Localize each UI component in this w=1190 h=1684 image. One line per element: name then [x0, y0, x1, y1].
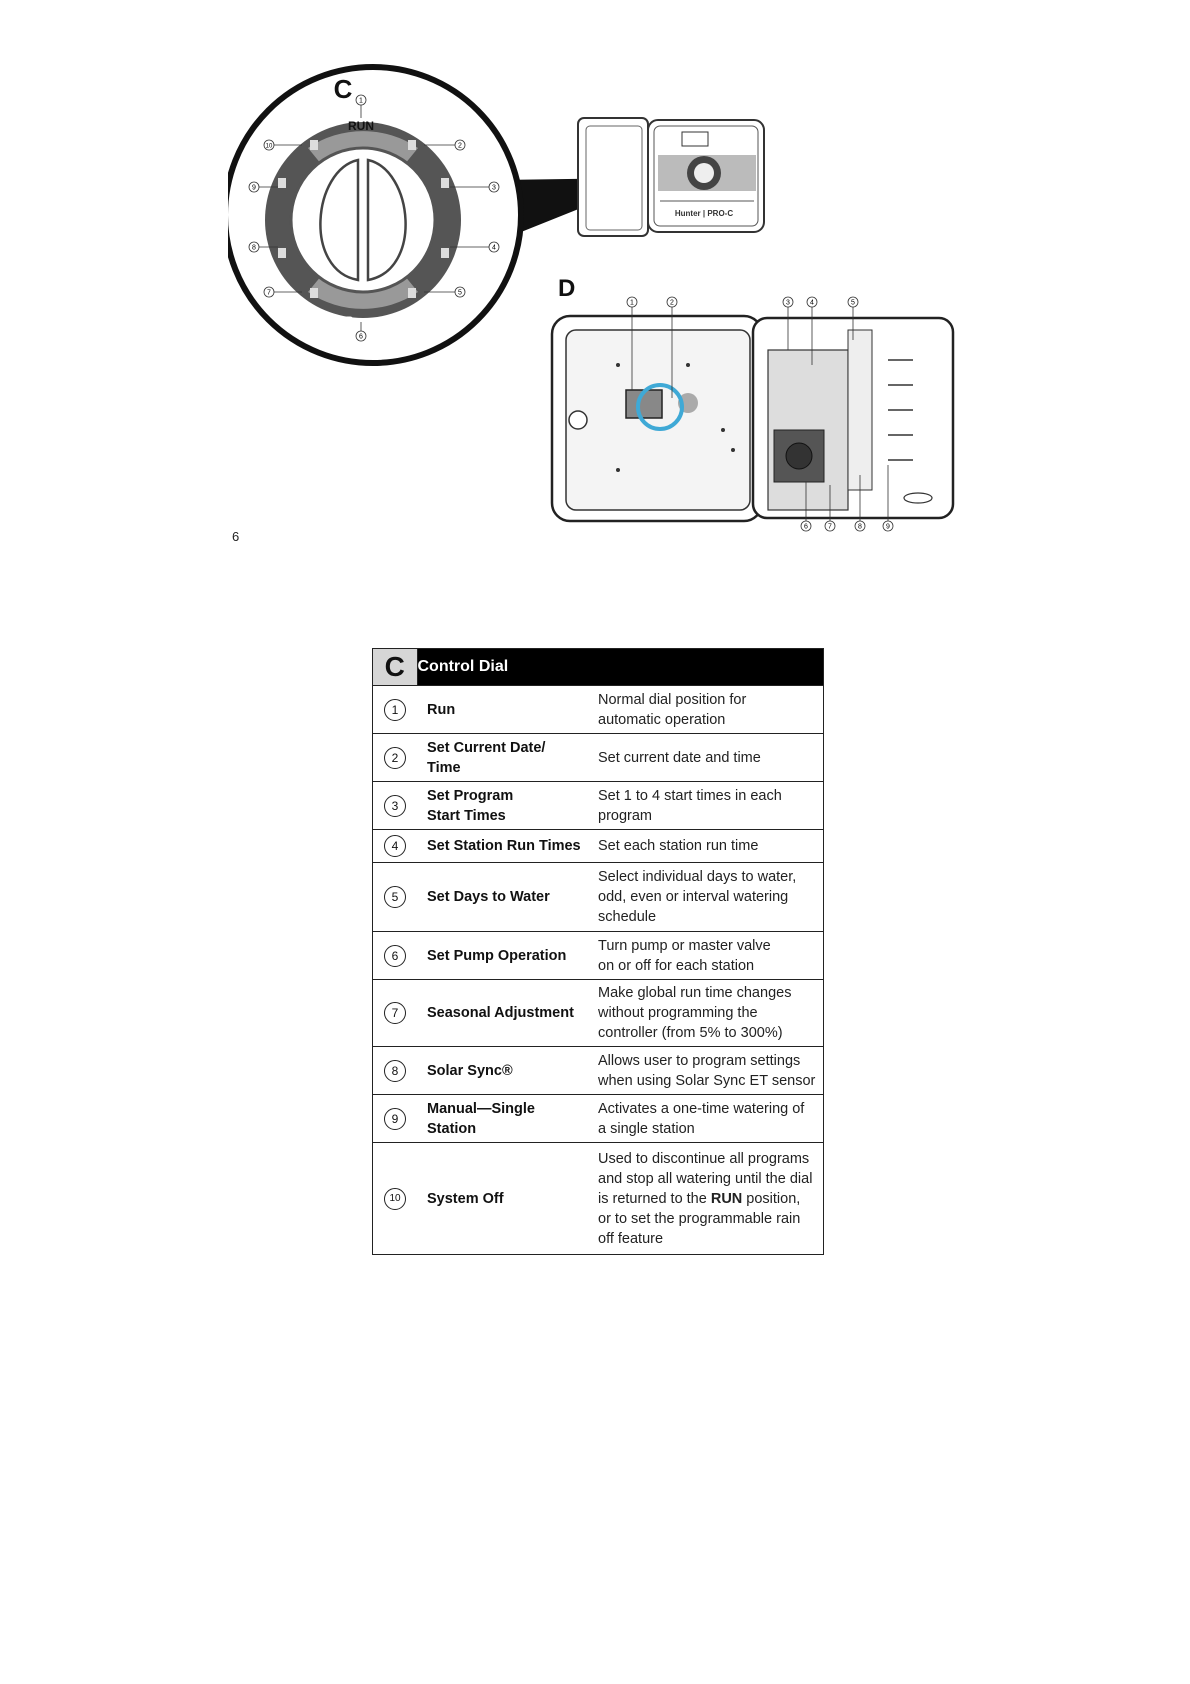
row-description-part: position, or to set the programmable rain off feature [598, 1190, 801, 1247]
row-name: System Off [417, 1143, 598, 1255]
callout-c-4: 4 [492, 244, 496, 252]
callout-c-5: 5 [458, 289, 462, 297]
control-dial-table [372, 648, 824, 1255]
callout-c-1: 1 [359, 97, 363, 105]
table-row [373, 1095, 824, 1143]
row-name: Run [417, 686, 598, 734]
figure-d-controller-interior [548, 270, 968, 540]
callout-c-2: 2 [458, 142, 462, 150]
number-badge: 1 [384, 699, 406, 721]
row-description [598, 1143, 824, 1255]
table-row [373, 1047, 824, 1095]
dial-run-label: RUN [348, 119, 374, 133]
table-letter: C [373, 649, 418, 686]
number-badge: 10 [384, 1188, 406, 1210]
callout-d-4: 4 [810, 299, 814, 307]
table-row [373, 932, 824, 980]
row-description: Set current date and time [598, 734, 824, 782]
row-name: Solar Sync® [417, 1047, 598, 1095]
callout-c-6: 6 [359, 333, 363, 341]
number-badge: 4 [384, 835, 406, 857]
callout-c-9: 9 [252, 184, 256, 192]
row-name: Set Pump Operation [417, 932, 598, 980]
table-row [373, 782, 824, 830]
table-title: Control Dial [417, 649, 824, 686]
controller-brand-label: Hunter | PRO-C [674, 209, 734, 218]
number-badge: 2 [384, 747, 406, 769]
number-badge: 6 [384, 945, 406, 967]
row-description: Set 1 to 4 start times in each program [598, 782, 824, 830]
controller-illustration [578, 118, 764, 236]
row-description: Turn pump or master valve on or off for each station [598, 932, 824, 980]
number-badge: 8 [384, 1060, 406, 1082]
dial-pump-label: Pump [345, 315, 377, 327]
callout-c-7: 7 [267, 289, 271, 297]
row-description: Allows user to program settings when using Solar Sync ET sensor [598, 1047, 824, 1095]
number-badge: 3 [384, 795, 406, 817]
table-row [373, 734, 824, 782]
row-name: Set Program Start Times [417, 782, 598, 830]
callout-d-3: 3 [786, 299, 790, 307]
table-row [373, 686, 824, 734]
row-description: Make global run time changes without programming the controller (from 5% to 300%) [598, 980, 824, 1047]
callout-d-9: 9 [886, 523, 890, 531]
table-row [373, 1143, 824, 1255]
callout-d-1: 1 [630, 299, 634, 307]
callout-d-5: 5 [851, 299, 855, 307]
row-name: Manual—Single Station [417, 1095, 598, 1143]
number-badge: 9 [384, 1108, 406, 1130]
row-description: Set each station run time [598, 830, 824, 863]
row-description-bold: RUN [710, 1190, 743, 1207]
table-row [373, 980, 824, 1047]
number-badge: 5 [384, 886, 406, 908]
callout-d-2: 2 [670, 299, 674, 307]
row-description-part: Used to discontinue all programs and stop all watering until the dial is returned to the [598, 1150, 813, 1207]
callout-d-6: 6 [804, 523, 808, 531]
table-header-row [373, 649, 824, 686]
row-name: Set Station Run Times [417, 830, 598, 863]
table-row [373, 830, 824, 863]
callout-c-3: 3 [492, 184, 496, 192]
callout-c-8: 8 [252, 244, 256, 252]
number-badge: 7 [384, 1002, 406, 1024]
row-description: Select individual days to water, odd, even or interval watering schedule [598, 863, 824, 932]
page-number: 6 [232, 529, 240, 544]
row-name: Set Days to Water [417, 863, 598, 932]
row-name: Seasonal Adjustment [417, 980, 598, 1047]
callout-d-8: 8 [858, 523, 862, 531]
callout-c-10: 10 [265, 143, 273, 150]
figure-c-letter: C [333, 74, 353, 104]
row-description: Normal dial position for automatic operation [598, 686, 824, 734]
row-description: Activates a one-time watering of a single station [598, 1095, 824, 1143]
dial-knob [291, 148, 435, 292]
callout-d-7: 7 [828, 523, 832, 531]
figure-d-letter: D [558, 275, 576, 302]
table-row [373, 863, 824, 932]
row-name: Set Current Date/ Time [417, 734, 598, 782]
